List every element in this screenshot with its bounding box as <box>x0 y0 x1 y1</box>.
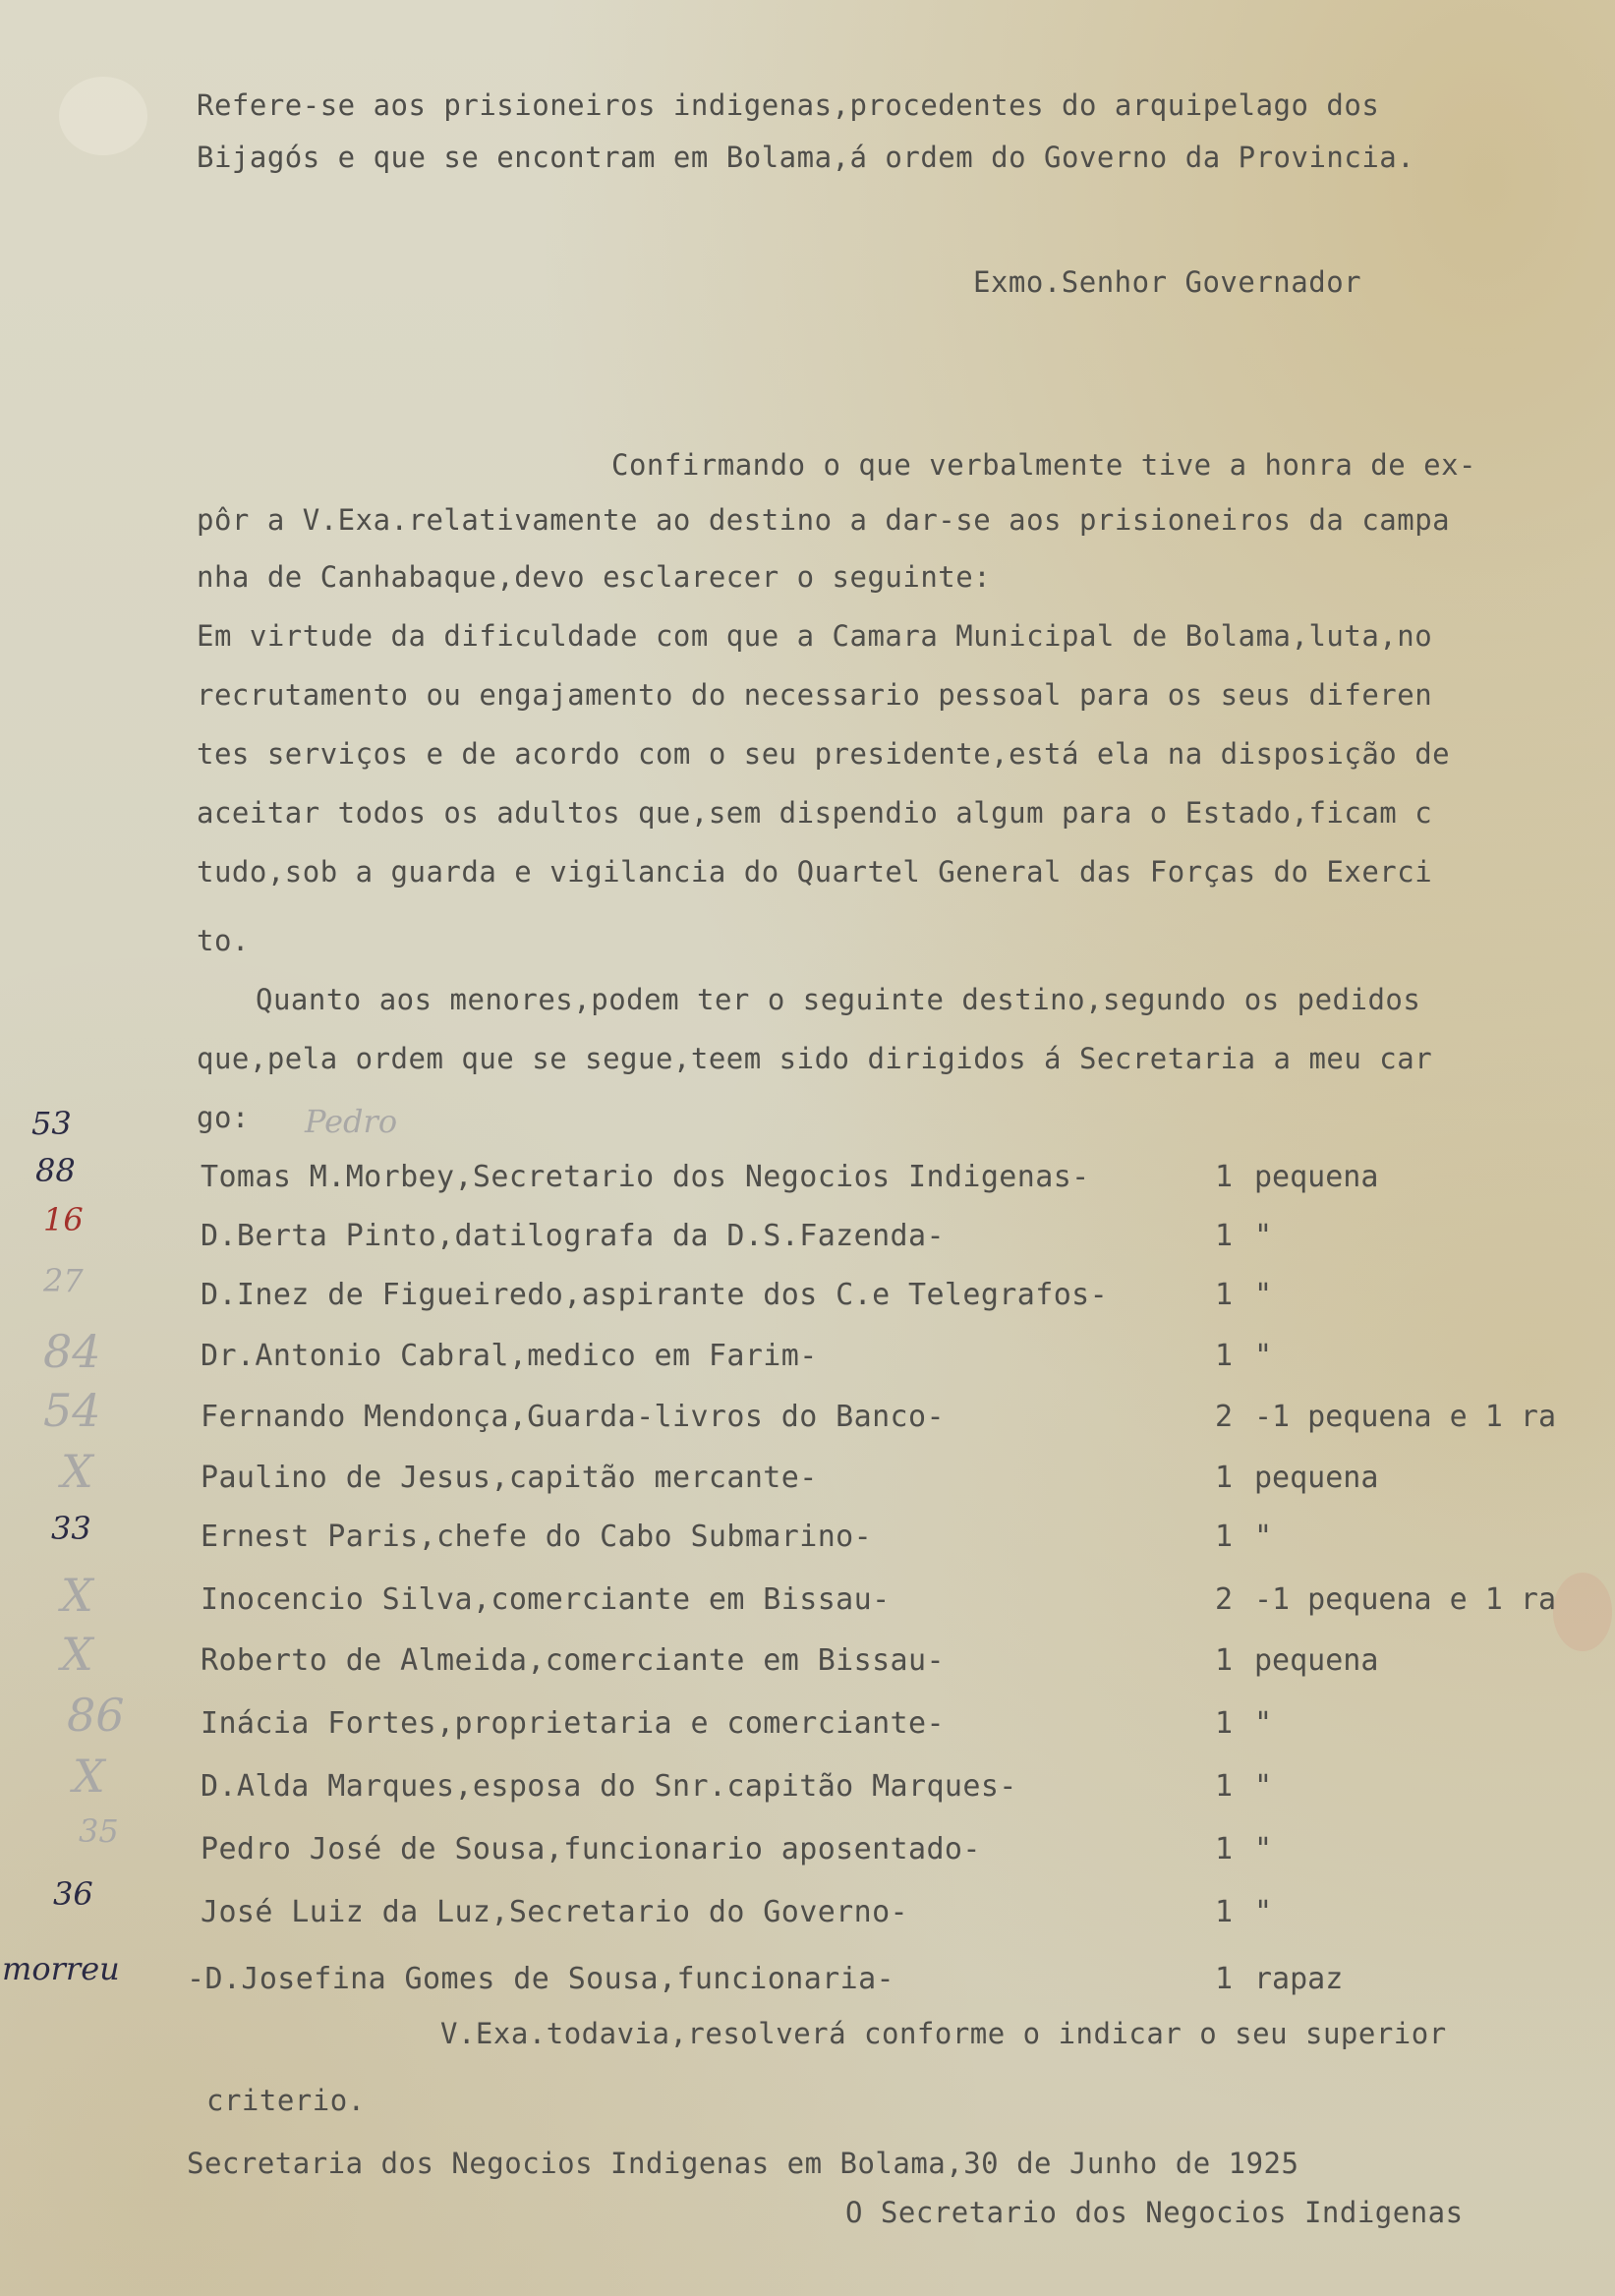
recipient-qty: 1 <box>1215 1706 1234 1741</box>
body-line: recrutamento ou engajamento do necessario pessoal para os seus diferen <box>197 678 1433 712</box>
recipient-qty: 1 <box>1215 1339 1234 1373</box>
recipient-qty: 2 <box>1215 1582 1234 1617</box>
margin-mark: morreu <box>2 1950 120 1987</box>
recipient-qty: 1 <box>1215 1832 1234 1866</box>
body-line: tes serviços e de acordo com o seu presidente,está ela na disposição de <box>197 737 1451 771</box>
margin-mark: 27 <box>43 1262 84 1299</box>
recipient-desc: " <box>1254 1832 1273 1866</box>
margin-note: 53 <box>31 1105 72 1142</box>
paper-stain <box>59 77 147 155</box>
body-line: Em virtude da dificuldade com que a Camara Municipal de Bolama,luta,no <box>197 619 1433 653</box>
recipient-desc: " <box>1254 1520 1273 1554</box>
recipient-desc: " <box>1254 1339 1273 1373</box>
margin-mark: 86 <box>67 1689 125 1742</box>
recipient-qty: 1 <box>1215 1278 1234 1312</box>
signature-title: O Secretario dos Negocios Indigenas <box>845 2196 1464 2229</box>
margin-mark: 16 <box>43 1201 84 1238</box>
recipient-name: Paulino de Jesus,capitão mercante- <box>201 1461 818 1495</box>
recipient-desc: " <box>1254 1278 1273 1312</box>
recipient-qty: 1 <box>1215 1643 1234 1678</box>
margin-mark: 88 <box>35 1152 76 1189</box>
margin-mark: X <box>61 1569 93 1622</box>
margin-mark: 33 <box>51 1510 91 1547</box>
margin-mark: X <box>61 1445 93 1498</box>
recipient-name: Fernando Mendonça,Guarda-livros do Banco- <box>201 1400 945 1434</box>
recipient-desc: " <box>1254 1895 1273 1929</box>
recipient-desc: " <box>1254 1706 1273 1741</box>
recipient-qty: 1 <box>1215 1895 1234 1929</box>
salutation: Exmo.Senhor Governador <box>973 265 1362 299</box>
body-line: tudo,sob a guarda e vigilancia do Quartel General das Forças do Exerci <box>197 855 1433 889</box>
recipient-name: -D.Josefina Gomes de Sousa,funcionaria- <box>187 1962 894 1996</box>
subject-line-2: Bijagós e que se encontram em Bolama,á ordem do Governo da Provincia. <box>197 141 1415 174</box>
place-date: Secretaria dos Negocios Indigenas em Bolama,30 de Junho de 1925 <box>187 2147 1299 2180</box>
margin-mark: X <box>61 1628 93 1681</box>
margin-mark: 36 <box>53 1875 93 1913</box>
recipient-desc: -1 pequena e 1 ra <box>1254 1582 1557 1617</box>
body-line: to. <box>197 924 250 957</box>
recipient-desc: " <box>1254 1769 1273 1804</box>
recipient-name: D.Inez de Figueiredo,aspirante dos C.e Telegrafos- <box>201 1278 1109 1312</box>
pencil-note: Pedro <box>305 1103 398 1140</box>
recipient-name: Ernest Paris,chefe do Cabo Submarino- <box>201 1520 873 1554</box>
recipient-desc: pequena <box>1254 1643 1379 1678</box>
recipient-qty: 2 <box>1215 1400 1234 1434</box>
recipient-qty: 1 <box>1215 1520 1234 1554</box>
body-line: nha de Canhabaque,devo esclarecer o seguinte: <box>197 560 992 594</box>
recipient-name: Dr.Antonio Cabral,medico em Farim- <box>201 1339 818 1373</box>
margin-mark: 54 <box>43 1384 101 1437</box>
recipient-name: Pedro José de Sousa,funcionario aposentado- <box>201 1832 981 1866</box>
body-line: aceitar todos os adultos que,sem dispendio algum para o Estado,ficam c <box>197 796 1433 830</box>
recipient-qty: 1 <box>1215 1160 1234 1194</box>
subject-line-1: Refere-se aos prisioneiros indigenas,procedentes do arquipelago dos <box>197 88 1380 122</box>
recipient-desc: -1 pequena e 1 ra <box>1254 1400 1557 1434</box>
recipient-name: Inocencio Silva,comerciante em Bissau- <box>201 1582 891 1617</box>
recipient-qty: 1 <box>1215 1219 1234 1253</box>
recipient-name: Roberto de Almeida,comerciante em Bissau- <box>201 1643 945 1678</box>
recipient-name: José Luiz da Luz,Secretario do Governo- <box>201 1895 908 1929</box>
recipient-desc: " <box>1254 1219 1273 1253</box>
closing-line: V.Exa.todavia,resolverá conforme o indicar o seu superior <box>440 2017 1447 2050</box>
body-line: Confirmando o que verbalmente tive a honra de ex- <box>611 448 1477 482</box>
recipient-name: Inácia Fortes,proprietaria e comerciante- <box>201 1706 945 1741</box>
recipient-qty: 1 <box>1215 1962 1234 1996</box>
recipient-qty: 1 <box>1215 1769 1234 1804</box>
body-line: que,pela ordem que se segue,teem sido dirigidos á Secretaria a meu car <box>197 1042 1433 1075</box>
body-line: Quanto aos menores,podem ter o seguinte destino,segundo os pedidos <box>256 983 1421 1016</box>
recipient-desc: rapaz <box>1254 1962 1344 1996</box>
recipient-desc: pequena <box>1254 1461 1379 1495</box>
margin-mark: X <box>73 1750 105 1803</box>
margin-mark: 35 <box>79 1812 119 1850</box>
recipient-name: D.Alda Marques,esposa do Snr.capitão Marques- <box>201 1769 1017 1804</box>
recipient-name: Tomas M.Morbey,Secretario dos Negocios Indigenas- <box>201 1160 1090 1194</box>
margin-mark: 84 <box>43 1325 101 1378</box>
closing-line: criterio. <box>206 2084 366 2117</box>
body-line: go: <box>197 1101 250 1134</box>
recipient-desc: pequena <box>1254 1160 1379 1194</box>
body-line: pôr a V.Exa.relativamente ao destino a dar-se aos prisioneiros da campa <box>197 503 1451 537</box>
recipient-qty: 1 <box>1215 1461 1234 1495</box>
recipient-name: D.Berta Pinto,datilografa da D.S.Fazenda- <box>201 1219 945 1253</box>
paper-stain <box>1553 1573 1612 1651</box>
